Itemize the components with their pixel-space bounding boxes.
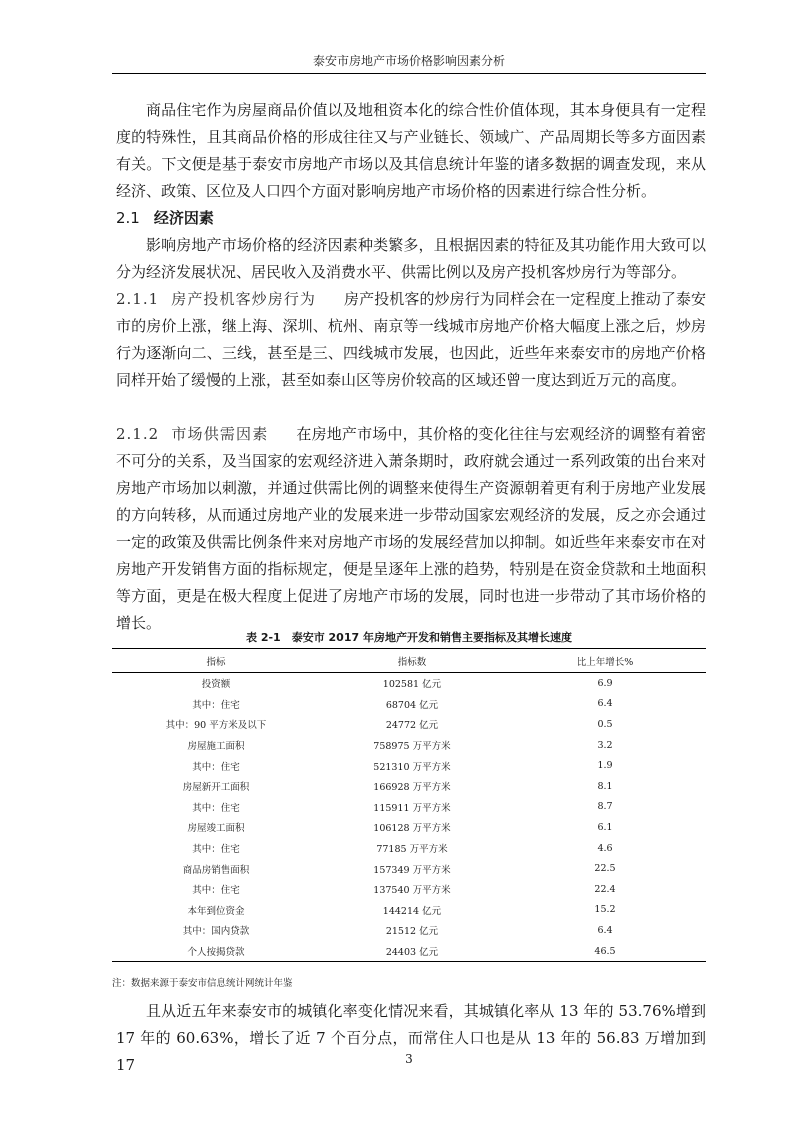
- table-cell: 其中：住宅: [192, 844, 240, 856]
- subsection-title: 市场供需因素: [171, 425, 269, 443]
- subsection-heading-2-1-1: [116, 290, 344, 308]
- table-cell: 房屋竣工面积: [187, 823, 245, 835]
- table-cell: 其中：住宅: [192, 802, 240, 814]
- subsection-number: 2.1.1: [116, 290, 160, 308]
- table-row: [112, 941, 706, 962]
- table-cell: 166928 万平方米: [373, 782, 451, 794]
- table-row: [112, 797, 706, 818]
- section-2-1-2-paragraph: [116, 421, 706, 637]
- subsection-body: 在房地产市场中，其价格的变化往往与宏观经济的调整有着密不可分的关系，及当国家的宏观经济进入萧条期时，政府就会通过一系列政策的出台来对房地产市场加以刺激，并通过供需比例的调整来使得生产资源朝着更有利于房地产业发展的方向转移，从而通过房地产业的发展来进一步带动国家宏观经济的发展，反之亦会通过一定的政策及供需比例条件来对房地产市场的发展经营加以抑制。如近些年来泰安市在对房地产开发销售方面的指标规定，便是呈逐年上涨的趋势，特别是在资金贷款和土地面积等方面，更是在极大程度上促进了房地产市场的发展，同时也进一步带动了其市场价格的增长。: [116, 425, 706, 632]
- table-cell: 6.9: [597, 677, 613, 689]
- table-row: [112, 900, 706, 921]
- section-heading-2-1: [116, 205, 214, 232]
- table-cell: 22.5: [594, 863, 616, 875]
- table-caption: 表 2-1 泰安市 2017 年房地产开发和销售主要指标及其增长速度: [246, 631, 572, 644]
- table-row: [112, 735, 706, 756]
- table-cell: 其中：住宅: [192, 699, 240, 711]
- table-cell: 本年到位资金: [187, 905, 245, 917]
- table-cell: 24772 亿元: [385, 720, 439, 732]
- table-cell: 商品房销售面积: [182, 864, 250, 876]
- subsection-heading-2-1-2: [116, 425, 296, 443]
- table-cell: 6.1: [597, 821, 613, 833]
- table-header-row: [112, 649, 706, 673]
- table-cell: 106128 万平方米: [373, 823, 451, 835]
- section-2-1-paragraph: 影响房地产市场价格的经济因素种类繁多，且根据因素的特征及其功能作用大致可以分为经济发展状况、居民收入及消费水平、供需比例以及房产投机客炒房行为等部分。: [116, 236, 706, 281]
- subsection-body: 房产投机客的炒房行为同样会在一定程度上推动了泰安市的房价上涨，继上海、深圳、杭州、南京等一线城市房地产价格大幅度上涨之后，炒房行为逐渐向二、三线，甚至是三、四线城市发展，也因此，近些年来泰安市的房地产价格同样开始了缓慢的上涨，甚至如泰山区等房价较高的区域还曾一度达到近万元的高度。: [116, 290, 706, 389]
- table-row: [112, 755, 706, 776]
- table-cell: 102581 亿元: [382, 679, 442, 691]
- section-2-1-1-paragraph: [116, 286, 706, 394]
- column-header: 比上年增长%: [504, 649, 706, 673]
- table-cell: 77185 万平方米: [376, 844, 448, 856]
- intro-paragraph: 商品住宅作为房屋商品价值以及地租资本化的综合性价值体现，其本身便具有一定程度的特殊性，且其商品价格的形成往往又与产业链长、领域广、产品周期长等多方面因素有关。下文便是基于泰安市房地产市场以及其信息统计年鉴的诸多数据的调查发现，来从经济、政策、区位及人口四个方面对影响房地产市场价格的因素进行综合性分析。: [116, 101, 706, 200]
- table-row: [112, 673, 706, 694]
- header-rule: [112, 73, 706, 74]
- table-cell: 46.5: [504, 941, 706, 962]
- table-row: [112, 920, 706, 941]
- table-cell: 其中：住宅: [192, 761, 240, 773]
- table-cell: 21512 亿元: [385, 926, 439, 938]
- data-table: [112, 648, 706, 962]
- table-cell: 144214 亿元: [382, 905, 442, 917]
- table-cell: 758975 万平方米: [373, 741, 451, 753]
- table-cell: 8.1: [597, 780, 613, 792]
- table-row: [112, 714, 706, 735]
- section-title: 经济因素: [153, 209, 214, 227]
- table-row: [112, 776, 706, 797]
- table-cell: 房屋新开工面积: [182, 782, 250, 794]
- table-cell: 15.2: [594, 904, 616, 916]
- table-row: [112, 694, 706, 715]
- table-cell: 房屋施工面积: [187, 741, 245, 753]
- table-cell: 其中：90 平方米及以下: [165, 720, 267, 732]
- table-cell: 22.4: [594, 883, 616, 895]
- table-cell: 3.2: [597, 739, 613, 751]
- table-row: [112, 879, 706, 900]
- closing-paragraph: 且从近五年来泰安市的城镇化率变化情况来看，其城镇化率从 13 年的 53.76%增到 17 年的 60.63%，增长了近 7 个百分点，而常住人口也是从 13 年的 56.83 万增加到 17: [116, 1002, 706, 1074]
- table-row: [112, 838, 706, 859]
- table-row: [112, 858, 706, 879]
- table-cell: 其中：住宅: [192, 885, 240, 897]
- table-cell: 157349 万平方米: [373, 864, 451, 876]
- table-cell: 68704 亿元: [385, 699, 439, 711]
- column-header: 指标: [112, 649, 320, 673]
- table-row: [112, 817, 706, 838]
- table-note: 注：数据来源于泰安市信息统计网统计年鉴: [112, 978, 293, 989]
- column-header: 指标数: [320, 649, 504, 673]
- running-header: 泰安市房地产市场价格影响因素分析: [312, 54, 505, 68]
- table-cell: 其中：国内贷款: [182, 926, 250, 938]
- table-cell: 6.4: [597, 698, 613, 710]
- table-cell: 521310 万平方米: [373, 761, 451, 773]
- table-cell: 1.9: [597, 760, 613, 772]
- table-cell: 137540 万平方米: [373, 885, 451, 897]
- table-cell: 0.5: [597, 718, 613, 730]
- subsection-number: 2.1.2: [116, 425, 160, 443]
- table-cell: 115911 万平方米: [373, 802, 451, 814]
- table-cell: 个人按揭贷款: [112, 941, 320, 962]
- page-number: 3: [405, 1052, 413, 1066]
- subsection-title: 房产投机客炒房行为: [171, 290, 317, 308]
- table-cell: 24403 亿元: [320, 941, 504, 962]
- section-number: 2.1: [116, 209, 140, 227]
- table-cell: 8.7: [597, 801, 613, 813]
- table-cell: 4.6: [597, 842, 613, 854]
- table-cell: 投资额: [201, 679, 231, 691]
- table-cell: 6.4: [597, 924, 613, 936]
